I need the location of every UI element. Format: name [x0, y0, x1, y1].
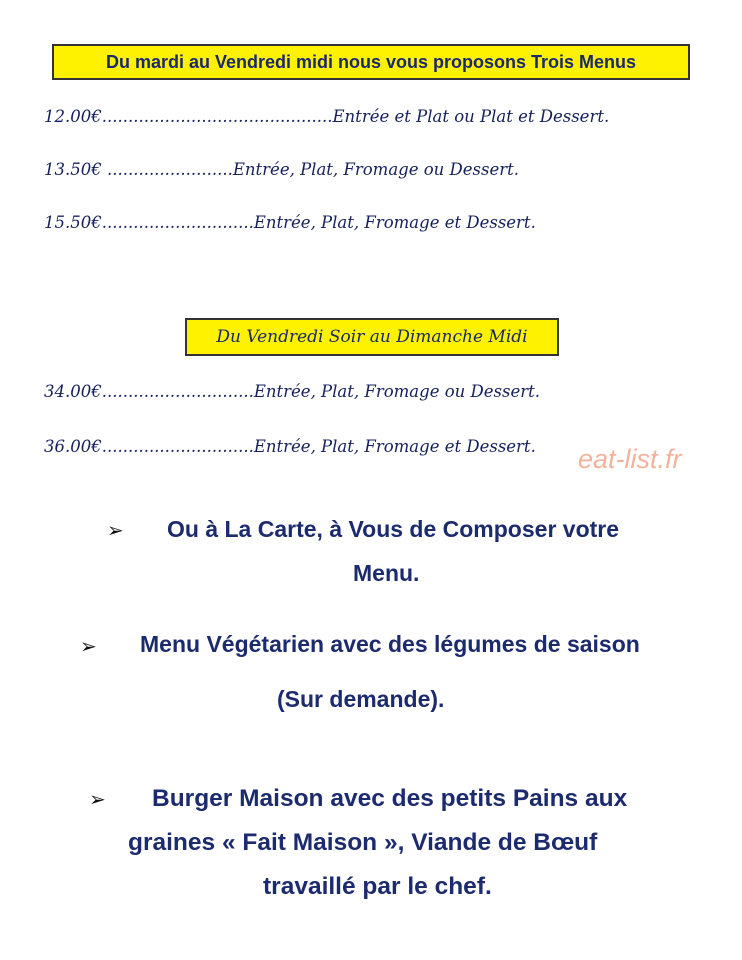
- menu-price: 13.50€: [44, 160, 102, 179]
- menu-price: 36.00€: [44, 437, 102, 456]
- dot-leader: ..........................: [101, 437, 239, 456]
- bullet-text-line: Ou à La Carte, à Vous de Composer votre: [167, 516, 620, 542]
- watermark: eat-list.fr: [578, 444, 682, 474]
- arrow-bullet-icon: ➢: [80, 634, 97, 658]
- bullet-text-line: travaillé par le chef.: [263, 873, 492, 900]
- menu-price-line: [44, 209, 704, 237]
- dot-leader: ..........................: [101, 382, 239, 401]
- menu-price-line: [44, 103, 704, 131]
- menu-description: ...Entrée, Plat, Fromage et Dessert.: [238, 437, 536, 456]
- dot-leader: ........................: [101, 160, 233, 179]
- menu-price: 34.00€: [44, 382, 102, 401]
- menu-price-line: [44, 378, 704, 406]
- arrow-bullet-icon: ➢: [107, 518, 124, 542]
- weekday-menu-banner: Du mardi au Vendredi midi nous vous proposons Trois Menus: [52, 44, 690, 80]
- bullet-text-line: Burger Maison avec des petits Pains aux: [152, 785, 628, 812]
- bullet-text-line: (Sur demande).: [277, 686, 445, 712]
- bullet-text-line: Menu Végétarien avec des légumes de saison: [140, 631, 640, 657]
- weekend-menu-banner: Du Vendredi Soir au Dimanche Midi: [185, 318, 559, 356]
- menu-description: ...Entrée, Plat, Fromage ou Dessert.: [238, 382, 540, 401]
- menu-description: ...Entrée, Plat, Fromage et Dessert.: [238, 213, 536, 232]
- menu-description: Entrée et Plat ou Plat et Dessert.: [332, 107, 610, 126]
- bullet-text-line: Menu.: [353, 560, 420, 586]
- bullet-text-line: graines « Fait Maison », Viande de Bœuf: [128, 829, 598, 856]
- dot-leader: ..........................: [101, 213, 239, 232]
- menu-price-line: [44, 156, 704, 184]
- menu-price: 15.50€: [44, 213, 102, 232]
- menu-description: Entrée, Plat, Fromage ou Dessert.: [232, 160, 519, 179]
- menu-price: 12.00€: [44, 107, 102, 126]
- arrow-bullet-icon: ➢: [89, 787, 106, 811]
- dot-leader: ............................................: [101, 107, 333, 126]
